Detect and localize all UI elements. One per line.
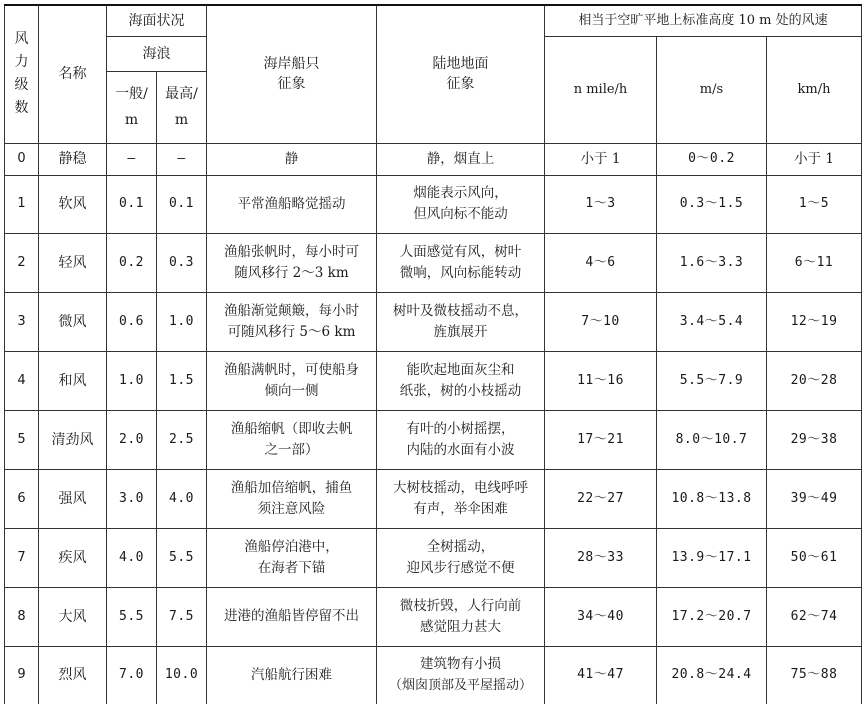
table-row [5, 143, 862, 175]
cell-land-line2: 感觉阻力甚大 [420, 618, 501, 635]
cell-speed-knot: 41～47 [545, 646, 657, 704]
cell-speed-kmh: 62～74 [767, 587, 862, 646]
cell-speed-kmh: 1～5 [767, 175, 862, 233]
cell-wave-general: 5.5 [107, 587, 157, 646]
header-unit-knot: n mile/h [545, 36, 657, 143]
cell-land-line1: 树叶及微枝摇动不息， [393, 302, 528, 319]
cell-speed-kmh: 12～19 [767, 292, 862, 351]
cell-wave-general: 2.0 [107, 410, 157, 469]
cell-coast-signs [207, 175, 377, 233]
table-row [5, 528, 862, 587]
cell-land-line1: 全树摇动， [426, 538, 495, 555]
cell-name: 疾风 [39, 528, 107, 587]
header-wind-speed: 相当于空旷平地上标准高度 10 m 处的风速 [545, 5, 862, 36]
cell-land-signs [377, 175, 545, 233]
cell-name: 大风 [39, 587, 107, 646]
cell-wave-general: — [107, 143, 157, 175]
cell-grade: 2 [5, 233, 39, 292]
cell-land-signs [377, 646, 545, 704]
cell-speed-knot: 7～10 [545, 292, 657, 351]
cell-speed-kmh: 39～49 [767, 469, 862, 528]
cell-land-line2: 纸张，树的小枝摇动 [399, 382, 522, 399]
cell-speed-ms: 8.0～10.7 [657, 410, 767, 469]
cell-coast-signs [207, 233, 377, 292]
cell-coast-line1: 渔船加倍缩帆，捕鱼 [230, 479, 353, 496]
cell-speed-knot: 11～16 [545, 351, 657, 410]
cell-land-line2: 内陆的水面有小波 [406, 441, 515, 458]
cell-wave-max: — [157, 143, 207, 175]
table-row [5, 646, 862, 704]
cell-land-line1: 能吹起地面灰尘和 [406, 361, 515, 378]
cell-speed-knot: 17～21 [545, 410, 657, 469]
cell-land-signs [377, 233, 545, 292]
header-wave-max-text: 最高/m [165, 86, 198, 128]
cell-speed-kmh: 小于 1 [767, 143, 862, 175]
cell-wave-general: 0.2 [107, 233, 157, 292]
cell-speed-knot: 1～3 [545, 175, 657, 233]
cell-land-line2: （烟囱顶部及平屋摇动） [388, 678, 532, 694]
cell-wave-general: 1.0 [107, 351, 157, 410]
cell-coast-line1: 平常渔船略觉摇动 [237, 195, 346, 212]
cell-coast-line1: 渔船停泊港中， [244, 538, 339, 555]
cell-land-signs [377, 528, 545, 587]
cell-wave-max: 5.5 [157, 528, 207, 587]
cell-coast-line1: 渔船满帆时，可使船身 [224, 361, 359, 378]
header-wave: 海浪 [107, 36, 207, 71]
cell-wave-max: 7.5 [157, 587, 207, 646]
cell-grade: 4 [5, 351, 39, 410]
cell-name: 软风 [39, 175, 107, 233]
cell-coast-signs [207, 646, 377, 704]
header-unit-kmh: km/h [767, 36, 862, 143]
cell-speed-ms: 17.2～20.7 [657, 587, 767, 646]
cell-coast-line1: 渔船张帆时，每小时可 [224, 243, 359, 260]
cell-land-line1: 有叶的小树摇摆， [406, 420, 515, 437]
cell-wave-general: 0.1 [107, 175, 157, 233]
cell-name: 微风 [39, 292, 107, 351]
header-coast-signs-line2: 征象 [277, 76, 306, 93]
cell-name: 清劲风 [39, 410, 107, 469]
header-grade-text: 风力级数 [14, 31, 29, 117]
cell-coast-signs [207, 410, 377, 469]
cell-wave-general: 7.0 [107, 646, 157, 704]
cell-land-line2: 但风向标不能动 [413, 206, 508, 222]
beaufort-wind-scale-table [4, 4, 862, 704]
cell-wave-general: 3.0 [107, 469, 157, 528]
cell-land-signs: 静，烟直上 [377, 143, 545, 175]
cell-speed-kmh: 6～11 [767, 233, 862, 292]
cell-wave-general: 4.0 [107, 528, 157, 587]
cell-speed-ms: 10.8～13.8 [657, 469, 767, 528]
header-wave-general [107, 71, 157, 143]
header-unit-ms: m/s [657, 36, 767, 143]
cell-grade: 9 [5, 646, 39, 704]
cell-speed-ms: 0.3～1.5 [657, 175, 767, 233]
cell-grade: 0 [5, 143, 39, 175]
cell-wave-max: 2.5 [157, 410, 207, 469]
cell-speed-kmh: 50～61 [767, 528, 862, 587]
table-row [5, 351, 862, 410]
cell-wave-max: 0.1 [157, 175, 207, 233]
header-wave-max [157, 71, 207, 143]
cell-name: 强风 [39, 469, 107, 528]
cell-speed-ms: 13.9～17.1 [657, 528, 767, 587]
cell-land-line2: 有声，举伞困难 [413, 500, 508, 517]
cell-coast-signs: 静 [207, 143, 377, 175]
header-land-signs [377, 5, 545, 143]
cell-coast-signs [207, 528, 377, 587]
cell-land-line2: 微响，风向标能转动 [399, 264, 522, 281]
cell-coast-line2: 倾向一侧 [264, 382, 319, 399]
cell-speed-kmh: 29～38 [767, 410, 862, 469]
cell-land-line1: 人面感觉有风，树叶 [399, 243, 522, 260]
cell-wave-max: 4.0 [157, 469, 207, 528]
cell-speed-ms: 5.5～7.9 [657, 351, 767, 410]
header-coast-signs-line1: 海岸船只 [263, 56, 320, 73]
cell-speed-ms: 3.4～5.4 [657, 292, 767, 351]
cell-wave-max: 1.5 [157, 351, 207, 410]
cell-speed-kmh: 20～28 [767, 351, 862, 410]
cell-land-line1: 烟能表示风向， [413, 185, 508, 201]
cell-speed-ms: 0～0.2 [657, 143, 767, 175]
cell-name: 轻风 [39, 233, 107, 292]
header-sea-state: 海面状况 [107, 5, 207, 36]
cell-speed-knot: 4～6 [545, 233, 657, 292]
cell-name: 静稳 [39, 143, 107, 175]
cell-speed-ms: 1.6～3.3 [657, 233, 767, 292]
cell-speed-knot: 22～27 [545, 469, 657, 528]
cell-land-line1: 大树枝摇动，电线呼呼 [393, 479, 528, 496]
cell-coast-line1: 渔船缩帆（即收去帆 [230, 420, 353, 437]
cell-land-signs [377, 587, 545, 646]
cell-wave-max: 1.0 [157, 292, 207, 351]
cell-speed-kmh: 75～88 [767, 646, 862, 704]
cell-name: 烈风 [39, 646, 107, 704]
cell-coast-signs [207, 469, 377, 528]
cell-coast-signs [207, 351, 377, 410]
cell-coast-signs [207, 292, 377, 351]
header-land-signs-line2: 征象 [446, 76, 475, 93]
cell-grade: 7 [5, 528, 39, 587]
header-grade [5, 5, 39, 143]
cell-coast-line2: 可随风移行 5～6 km [227, 323, 356, 340]
table-row [5, 292, 862, 351]
table-body [5, 143, 862, 704]
cell-grade: 8 [5, 587, 39, 646]
cell-coast-line2: 之一部） [264, 441, 319, 458]
table-row [5, 410, 862, 469]
cell-name: 和风 [39, 351, 107, 410]
cell-coast-line2: 须注意风险 [257, 500, 326, 517]
table-row [5, 175, 862, 233]
cell-grade: 3 [5, 292, 39, 351]
cell-coast-line2: 随风移行 2～3 km [234, 264, 349, 281]
table-row [5, 587, 862, 646]
cell-speed-knot: 28～33 [545, 528, 657, 587]
cell-grade: 1 [5, 175, 39, 233]
cell-land-line2: 迎风步行感觉不便 [406, 559, 515, 576]
header-wave-general-text: 一般/m [115, 86, 148, 128]
cell-coast-line1: 进港的渔船皆停留不出 [224, 608, 359, 624]
cell-grade: 6 [5, 469, 39, 528]
cell-speed-knot: 34～40 [545, 587, 657, 646]
cell-speed-ms: 20.8～24.4 [657, 646, 767, 704]
cell-land-line1: 微枝折毁，人行向前 [399, 597, 522, 614]
cell-land-signs [377, 469, 545, 528]
cell-land-signs [377, 351, 545, 410]
header-coast-signs [207, 5, 377, 143]
cell-land-signs [377, 410, 545, 469]
cell-coast-line1: 汽船航行困难 [251, 666, 332, 683]
cell-grade: 5 [5, 410, 39, 469]
cell-land-line2: 旌旗展开 [433, 323, 488, 340]
cell-land-line1: 建筑物有小损 [420, 656, 501, 673]
cell-coast-signs [207, 587, 377, 646]
table-row [5, 469, 862, 528]
table-row [5, 233, 862, 292]
header-name: 名称 [39, 5, 107, 143]
cell-speed-knot: 小于 1 [545, 143, 657, 175]
cell-wave-max: 10.0 [157, 646, 207, 704]
header-land-signs-line1: 陆地地面 [432, 56, 489, 73]
cell-land-signs [377, 292, 545, 351]
cell-wave-max: 0.3 [157, 233, 207, 292]
cell-coast-line1: 渔船渐觉颠簸，每小时 [224, 302, 359, 319]
cell-wave-general: 0.6 [107, 292, 157, 351]
cell-coast-line2: 在海者下锚 [257, 559, 326, 576]
